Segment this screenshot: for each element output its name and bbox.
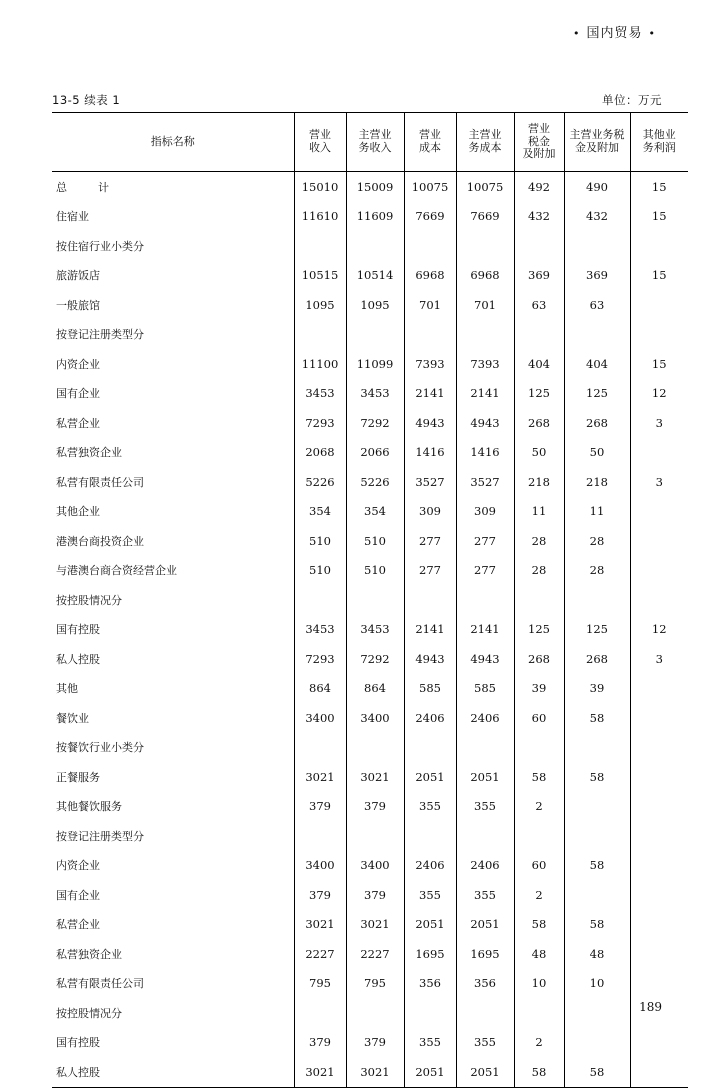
- table-cell: [630, 526, 688, 556]
- row-label: 私营有限责任公司: [52, 467, 294, 497]
- table-cell: [294, 585, 346, 615]
- table-cell: 125: [564, 379, 630, 409]
- table-cell: 379: [346, 792, 404, 822]
- table-cell: 28: [564, 526, 630, 556]
- row-label: 私营企业: [52, 408, 294, 438]
- table-cell: [294, 231, 346, 261]
- table-cell: [630, 320, 688, 350]
- table-cell: 2051: [456, 762, 514, 792]
- table-cell: 369: [564, 261, 630, 291]
- table-cell: 3453: [346, 615, 404, 645]
- table-cell: [564, 998, 630, 1028]
- table-cell: [294, 320, 346, 350]
- table-cell: [346, 998, 404, 1028]
- row-label: 港澳台商投资企业: [52, 526, 294, 556]
- table-cell: 2141: [404, 615, 456, 645]
- table-cell: 268: [514, 408, 564, 438]
- table-cell: 6968: [404, 261, 456, 291]
- row-label: 其他: [52, 674, 294, 704]
- table-cell: 11099: [346, 349, 404, 379]
- table-cell: 58: [514, 910, 564, 940]
- table-header: [52, 113, 688, 172]
- table-row: [52, 320, 688, 350]
- table-cell: [294, 733, 346, 763]
- table-cell: 63: [564, 290, 630, 320]
- table-cell: [456, 320, 514, 350]
- table-cell: [630, 585, 688, 615]
- table-cell: 795: [346, 969, 404, 999]
- table-cell: [564, 821, 630, 851]
- row-label: 旅游饭店: [52, 261, 294, 291]
- column-header-c4: 主营业 务成本: [456, 113, 514, 172]
- table-cell: 10: [514, 969, 564, 999]
- table-cell: 701: [404, 290, 456, 320]
- table-cell: 2066: [346, 438, 404, 468]
- table-cell: [514, 231, 564, 261]
- table-cell: [456, 733, 514, 763]
- table-cell: 48: [514, 939, 564, 969]
- table-cell: 7393: [456, 349, 514, 379]
- table-cell: 7669: [404, 202, 456, 232]
- table-cell: 379: [309, 1035, 331, 1050]
- table-cell: 2051: [404, 762, 456, 792]
- table-cell: 3400: [346, 703, 404, 733]
- table-row: [52, 1028, 688, 1058]
- running-header: [567, 22, 662, 41]
- table-cell: 4943: [456, 644, 514, 674]
- table-cell: [630, 1057, 688, 1087]
- column-header-c5: 营业 税金 及附加: [514, 113, 564, 172]
- table-cell: 3021: [346, 910, 404, 940]
- table-caption: [52, 92, 662, 108]
- table-cell: 432: [564, 202, 630, 232]
- statistics-table-wrapper: [52, 112, 676, 1088]
- table-cell: 125: [564, 615, 630, 645]
- table-cell: [564, 320, 630, 350]
- column-header-c3: 营业 成本: [404, 113, 456, 172]
- row-label: 其他餐饮服务: [52, 792, 294, 822]
- table-row: [52, 231, 688, 261]
- table-cell: 60: [514, 703, 564, 733]
- table-cell: 2051: [404, 1057, 456, 1087]
- bullet-icon: •: [572, 27, 581, 40]
- table-cell: 701: [456, 290, 514, 320]
- table-row: [52, 349, 688, 379]
- table-cell: 1695: [456, 939, 514, 969]
- row-label: 国有企业: [52, 880, 294, 910]
- row-label: 按控股情况分: [52, 998, 294, 1028]
- row-label: 一般旅馆: [52, 290, 294, 320]
- table-cell: 125: [514, 615, 564, 645]
- row-label: 按控股情况分: [52, 585, 294, 615]
- table-cell: 48: [564, 939, 630, 969]
- table-cell: 3453: [346, 379, 404, 409]
- table-cell: [514, 320, 564, 350]
- table-cell: 354: [309, 504, 331, 519]
- table-cell: [564, 231, 630, 261]
- row-label: 按登记注册类型分: [52, 320, 294, 350]
- table-cell: 5226: [346, 467, 404, 497]
- table-cell: 7293: [305, 415, 335, 430]
- table-cell: [404, 821, 456, 851]
- table-cell: 3: [630, 467, 688, 497]
- table-cell: 60: [514, 851, 564, 881]
- table-cell: 2051: [456, 1057, 514, 1087]
- table-cell: 58: [564, 762, 630, 792]
- table-cell: 3021: [305, 769, 335, 784]
- table-cell: [404, 231, 456, 261]
- table-cell: 4943: [404, 408, 456, 438]
- table-cell: 2227: [305, 946, 335, 961]
- table-cell: 277: [404, 556, 456, 586]
- table-row: [52, 939, 688, 969]
- table-cell: [630, 733, 688, 763]
- table-row: [52, 467, 688, 497]
- table-cell: 3: [630, 644, 688, 674]
- table-cell: 39: [564, 674, 630, 704]
- table-cell: [630, 939, 688, 969]
- table-cell: [564, 733, 630, 763]
- table-cell: 63: [514, 290, 564, 320]
- table-row: [52, 408, 688, 438]
- table-cell: 7669: [456, 202, 514, 232]
- table-cell: 1416: [404, 438, 456, 468]
- table-cell: 355: [404, 1028, 456, 1058]
- table-cell: 7293: [305, 651, 335, 666]
- table-cell: 58: [564, 1057, 630, 1087]
- table-cell: 585: [404, 674, 456, 704]
- table-cell: [404, 733, 456, 763]
- table-unit: 单位：万元: [602, 93, 662, 107]
- table-cell: 2: [514, 792, 564, 822]
- table-cell: 3021: [305, 917, 335, 932]
- table-cell: 39: [514, 674, 564, 704]
- table-body: [52, 172, 688, 1088]
- row-label: 内资企业: [52, 851, 294, 881]
- table-row: [52, 762, 688, 792]
- table-cell: 277: [456, 526, 514, 556]
- table-cell: 6968: [456, 261, 514, 291]
- table-cell: 58: [514, 762, 564, 792]
- table-cell: 4943: [404, 644, 456, 674]
- table-cell: 3527: [404, 467, 456, 497]
- table-row: [52, 615, 688, 645]
- table-cell: 7292: [346, 408, 404, 438]
- table-cell: 268: [564, 408, 630, 438]
- table-cell: 2406: [404, 703, 456, 733]
- row-label: 国有控股: [52, 1028, 294, 1058]
- row-label: 私人控股: [52, 1057, 294, 1087]
- table-row: [52, 644, 688, 674]
- table-cell: 28: [514, 556, 564, 586]
- table-cell: 3021: [346, 1057, 404, 1087]
- table-cell: 355: [404, 880, 456, 910]
- column-header-c6: 主营业务税 金及附加: [564, 113, 630, 172]
- table-cell: 3453: [305, 386, 335, 401]
- table-cell: 2051: [456, 910, 514, 940]
- table-cell: 3400: [305, 858, 335, 873]
- table-cell: 309: [404, 497, 456, 527]
- table-cell: 2068: [305, 445, 335, 460]
- table-cell: 3021: [346, 762, 404, 792]
- table-cell: 492: [514, 172, 564, 202]
- table-cell: 379: [346, 880, 404, 910]
- table-cell: 2406: [456, 851, 514, 881]
- row-label: 私营独资企业: [52, 939, 294, 969]
- table-cell: [630, 880, 688, 910]
- table-cell: 354: [346, 497, 404, 527]
- row-label: 私营企业: [52, 910, 294, 940]
- table-cell: [630, 821, 688, 851]
- table-cell: 10: [564, 969, 630, 999]
- table-cell: [564, 792, 630, 822]
- table-cell: 3453: [305, 622, 335, 637]
- table-cell: 379: [309, 799, 331, 814]
- table-cell: [630, 231, 688, 261]
- table-number: 13-5 续表 1: [52, 93, 121, 107]
- table-row: [52, 880, 688, 910]
- table-cell: 218: [564, 467, 630, 497]
- running-header-title: 国内贸易: [586, 26, 643, 41]
- table-cell: 369: [514, 261, 564, 291]
- row-label: 正餐服务: [52, 762, 294, 792]
- table-cell: 58: [514, 1057, 564, 1087]
- table-cell: 125: [514, 379, 564, 409]
- table-cell: 1695: [404, 939, 456, 969]
- table-cell: [564, 1028, 630, 1058]
- table-cell: [630, 556, 688, 586]
- row-label: 按登记注册类型分: [52, 821, 294, 851]
- table-cell: 379: [309, 887, 331, 902]
- table-cell: 15: [630, 349, 688, 379]
- table-cell: 2141: [404, 379, 456, 409]
- table-row: [52, 703, 688, 733]
- table-cell: 355: [456, 880, 514, 910]
- table-cell: 2227: [346, 939, 404, 969]
- table-cell: [630, 969, 688, 999]
- table-cell: 864: [309, 681, 331, 696]
- table-cell: 28: [564, 556, 630, 586]
- column-header-name: 指标名称: [52, 113, 294, 172]
- table-cell: [630, 1028, 688, 1058]
- table-cell: [514, 585, 564, 615]
- statistics-table: [52, 112, 688, 1088]
- table-cell: 3400: [305, 710, 335, 725]
- table-cell: 28: [514, 526, 564, 556]
- table-cell: 2: [514, 880, 564, 910]
- table-cell: [630, 674, 688, 704]
- table-cell: 3021: [294, 1057, 346, 1087]
- row-label: 内资企业: [52, 349, 294, 379]
- table-cell: 218: [514, 467, 564, 497]
- table-cell: 7393: [404, 349, 456, 379]
- table-cell: 11609: [346, 202, 404, 232]
- table-cell: 10075: [404, 172, 456, 202]
- row-label: 餐饮业: [52, 703, 294, 733]
- table-cell: 490: [564, 172, 630, 202]
- table-cell: [630, 910, 688, 940]
- table-cell: 355: [456, 792, 514, 822]
- table-cell: 379: [346, 1028, 404, 1058]
- table-cell: [630, 851, 688, 881]
- table-cell: 356: [456, 969, 514, 999]
- table-cell: 432: [514, 202, 564, 232]
- table-row: [52, 1057, 688, 1087]
- table-row: [52, 438, 688, 468]
- table-cell: [630, 792, 688, 822]
- table-cell: 404: [514, 349, 564, 379]
- table-cell: 4943: [456, 408, 514, 438]
- table-cell: 268: [514, 644, 564, 674]
- table-cell: [346, 821, 404, 851]
- table-cell: 2141: [456, 615, 514, 645]
- table-cell: [630, 438, 688, 468]
- row-label: 总 计: [52, 172, 294, 202]
- table-cell: 585: [456, 674, 514, 704]
- table-cell: 277: [456, 556, 514, 586]
- table-cell: 309: [456, 497, 514, 527]
- table-cell: 12: [630, 615, 688, 645]
- table-cell: 795: [309, 976, 331, 991]
- row-label: 私营独资企业: [52, 438, 294, 468]
- table-cell: 355: [456, 1028, 514, 1058]
- table-row: [52, 585, 688, 615]
- table-cell: [404, 585, 456, 615]
- table-row: [52, 556, 688, 586]
- table-cell: [456, 231, 514, 261]
- table-row: [52, 998, 688, 1028]
- table-cell: [630, 703, 688, 733]
- table-row: [52, 379, 688, 409]
- row-label: 国有控股: [52, 615, 294, 645]
- table-cell: [456, 821, 514, 851]
- table-cell: [346, 320, 404, 350]
- table-cell: 2406: [404, 851, 456, 881]
- table-cell: 11: [564, 497, 630, 527]
- table-cell: 58: [564, 851, 630, 881]
- table-cell: 510: [309, 563, 331, 578]
- table-cell: 15010: [301, 179, 339, 194]
- column-header-c1: 营业 收入: [294, 113, 346, 172]
- row-label: 国有企业: [52, 379, 294, 409]
- table-cell: [630, 497, 688, 527]
- row-label: 私营有限责任公司: [52, 969, 294, 999]
- table-cell: [514, 821, 564, 851]
- table-cell: 510: [309, 533, 331, 548]
- table-cell: 12: [630, 379, 688, 409]
- table-row: [52, 290, 688, 320]
- table-row: [52, 733, 688, 763]
- table-cell: 15009: [346, 172, 404, 202]
- table-cell: [456, 585, 514, 615]
- table-cell: 15: [630, 261, 688, 291]
- table-cell: 7292: [346, 644, 404, 674]
- table-cell: 3400: [346, 851, 404, 881]
- column-header-c2: 主营业 务收入: [346, 113, 404, 172]
- table-cell: 11610: [301, 209, 339, 224]
- row-label: 其他企业: [52, 497, 294, 527]
- table-cell: 10515: [301, 268, 339, 283]
- table-cell: [346, 585, 404, 615]
- table-cell: 277: [404, 526, 456, 556]
- table-cell: [346, 231, 404, 261]
- table-cell: 58: [564, 703, 630, 733]
- table-cell: 5226: [305, 474, 335, 489]
- table-row: [52, 851, 688, 881]
- table-cell: 10514: [346, 261, 404, 291]
- table-row: [52, 910, 688, 940]
- table-cell: 1095: [305, 297, 335, 312]
- table-cell: [514, 733, 564, 763]
- table-cell: 268: [564, 644, 630, 674]
- table-row: [52, 821, 688, 851]
- table-cell: 510: [346, 526, 404, 556]
- row-label: 与港澳台商合资经营企业: [52, 556, 294, 586]
- table-cell: 2141: [456, 379, 514, 409]
- table-cell: [404, 998, 456, 1028]
- table-cell: 10075: [456, 172, 514, 202]
- table-cell: [294, 998, 346, 1028]
- table-cell: 3: [630, 408, 688, 438]
- table-cell: 3527: [456, 467, 514, 497]
- table-cell: 11: [514, 497, 564, 527]
- table-cell: [294, 821, 346, 851]
- row-label: 住宿业: [52, 202, 294, 232]
- table-row: [52, 969, 688, 999]
- page-number: 189: [639, 1000, 662, 1014]
- table-cell: 2406: [456, 703, 514, 733]
- table-cell: 50: [564, 438, 630, 468]
- table-cell: [456, 998, 514, 1028]
- table-cell: 404: [564, 349, 630, 379]
- table-cell: 510: [346, 556, 404, 586]
- row-label: 按餐饮行业小类分: [52, 733, 294, 763]
- table-cell: 15: [630, 202, 688, 232]
- table-cell: [630, 290, 688, 320]
- table-cell: 58: [564, 910, 630, 940]
- table-row: [52, 261, 688, 291]
- table-cell: 2: [514, 1028, 564, 1058]
- table-cell: [564, 880, 630, 910]
- table-cell: 356: [404, 969, 456, 999]
- table-cell: 2051: [404, 910, 456, 940]
- table-cell: [630, 762, 688, 792]
- bullet-icon: •: [648, 27, 656, 40]
- table-cell: [514, 998, 564, 1028]
- table-cell: 11100: [301, 356, 339, 371]
- table-cell: 1416: [456, 438, 514, 468]
- table-row: [52, 674, 688, 704]
- table-cell: [564, 585, 630, 615]
- table-cell: [346, 733, 404, 763]
- table-row: [52, 792, 688, 822]
- table-cell: 15: [630, 172, 688, 202]
- column-header-c7: 其他业 务利润: [630, 113, 688, 172]
- table-cell: 355: [404, 792, 456, 822]
- row-label: 私人控股: [52, 644, 294, 674]
- table-cell: 1095: [346, 290, 404, 320]
- row-label: 按住宿行业小类分: [52, 231, 294, 261]
- table-cell: [404, 320, 456, 350]
- table-row: [52, 497, 688, 527]
- table-cell: 864: [346, 674, 404, 704]
- table-row: [52, 526, 688, 556]
- table-row: [52, 202, 688, 232]
- table-row: [52, 172, 688, 202]
- table-cell: 50: [514, 438, 564, 468]
